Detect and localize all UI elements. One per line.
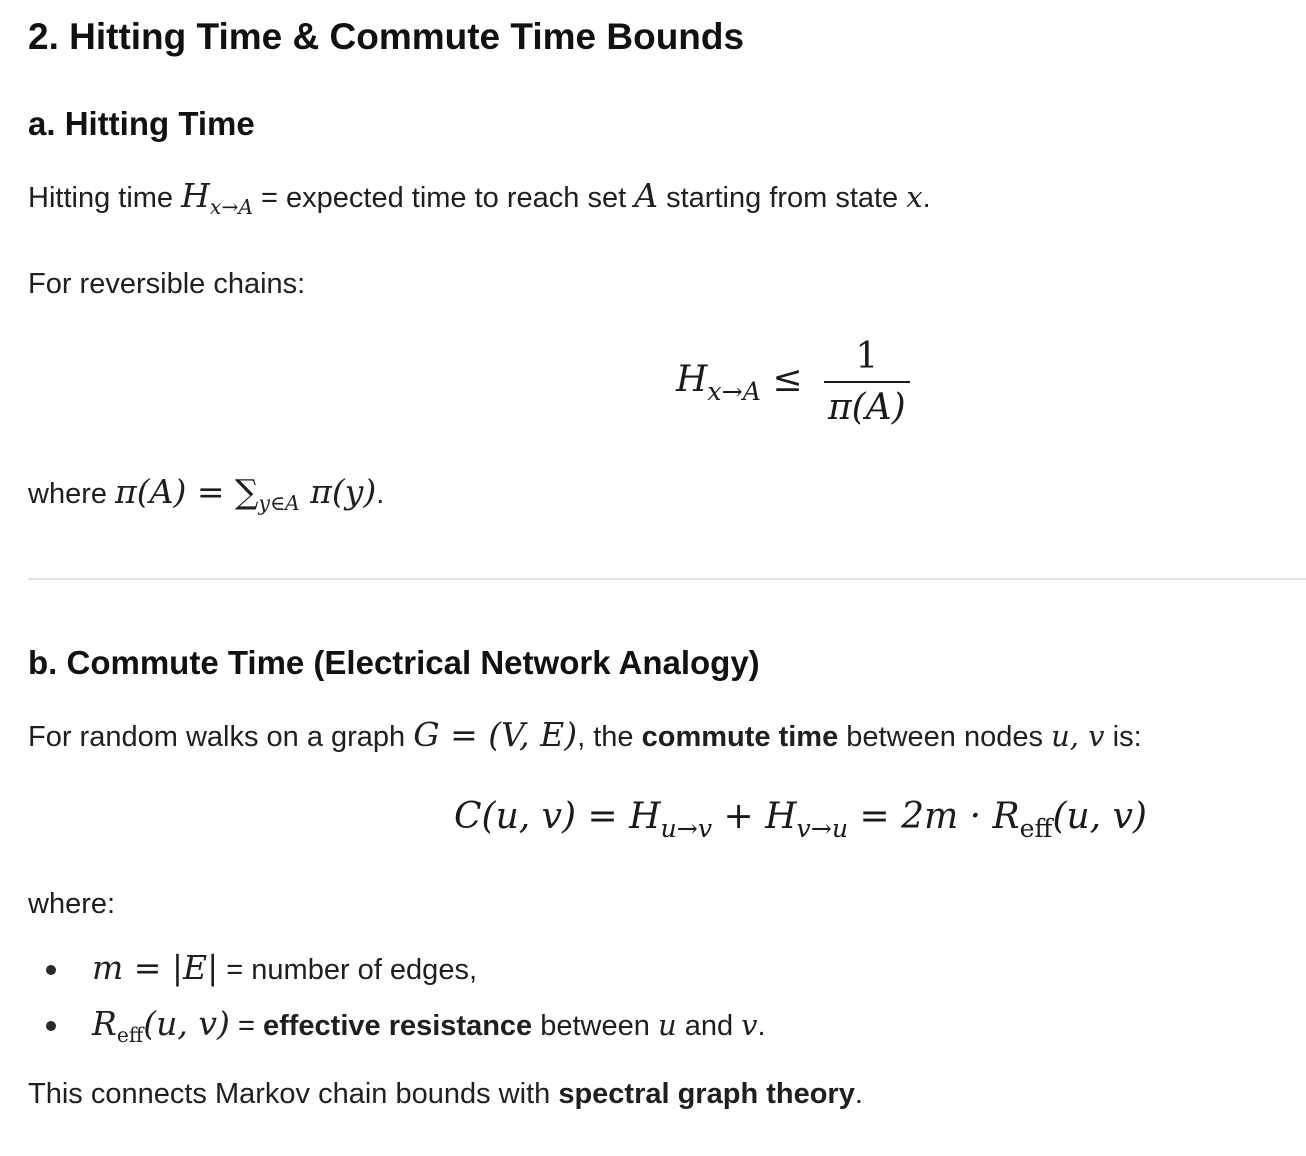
eq-h1: H [629,796,661,837]
eq-r-args: (u, v) [1052,796,1147,837]
bullet-bold-effective-resistance: effective resistance [262,1010,533,1042]
eq-equals: = 2m · [848,796,993,837]
closing-bold-spectral: spectral graph theory [558,1078,855,1110]
pi-definition [28,472,384,515]
sum-subscript: y∈A [258,491,300,516]
section-divider [28,578,1306,580]
def-math-x: x [906,180,923,214]
list-item-resistance [92,1004,766,1047]
list-item-edges [92,948,477,987]
bound-lhs-h: H [676,359,708,400]
where-prefix: where [28,478,116,510]
reversible-label: For reversible chains: [28,268,306,300]
bullet-text-edges: = number of edges, [218,954,477,986]
bullet-math-r-args: (u, v) [143,1004,230,1043]
bullet-math-u: u [657,1008,677,1042]
commute-intro [28,715,1142,754]
sum-symbol: ∑ [234,472,259,511]
intro-math-nodes: u, v [1051,719,1105,753]
where-end: . [376,478,385,510]
bullet-math-r: R [92,1004,117,1043]
section-title: 2. Hitting Time & Commute Time Bounds [28,16,745,57]
def-math-sub: x→A [209,195,253,220]
def-math-h: H [181,176,210,215]
def-math-a: A [634,176,659,215]
hitting-time-definition [28,176,931,219]
intro-prefix: For random walks on a graph [28,721,414,753]
bound-relation: ≤ [760,359,814,400]
eq-h2: H [765,796,797,837]
bullet-math-r-sub: eff [116,1023,144,1048]
bullet-between: between [532,1010,658,1042]
bullet-end: . [757,1010,766,1042]
subsection-b-title: b. Commute Time (Electrical Network Analogy) [28,644,760,681]
bullet-math-m: m = |E| [92,948,219,987]
bullet-marker [46,1021,56,1031]
bound-denominator: π(A) [824,381,910,428]
commute-equation [454,796,1147,843]
closing-sentence [28,1078,863,1111]
where-rhs: π(y) [299,472,377,511]
closing-prefix: This connects Markov chain bounds with [28,1078,559,1110]
bound-numerator: 1 [855,336,879,377]
intro-bold-commute-time: commute time [641,721,839,753]
def-middle: = expected time to reach set [252,182,635,214]
eq-r: R [992,796,1020,837]
intro-end: is: [1104,721,1142,753]
bullet-and: and [676,1010,742,1042]
intro-between: between nodes [838,721,1052,753]
bullet-math-v: v [741,1008,758,1042]
def-prefix: Hitting time [28,182,182,214]
bound-lhs-sub: x→A [707,376,761,406]
eq-h1-sub: u→v [660,813,713,843]
def-after-a: starting from state [658,182,907,214]
bound-fraction [824,336,910,428]
where-eq: = [186,472,235,511]
intro-comma: , the [577,721,642,753]
intro-math-graph: G = (V, E) [413,715,578,754]
eq-c: C(u, v) = [454,796,630,837]
closing-end: . [854,1078,863,1110]
subsection-a-title: a. Hitting Time [28,105,255,142]
bullet-eq: = [229,1010,263,1042]
eq-plus: + [712,796,766,837]
hitting-bound-equation [676,336,910,428]
bullet-marker [46,965,56,975]
where-lhs: π(A) [115,472,187,511]
def-end: . [922,182,931,214]
where-label: where: [28,888,116,920]
eq-r-sub: eff [1019,813,1053,843]
eq-h2-sub: v→u [796,813,849,843]
